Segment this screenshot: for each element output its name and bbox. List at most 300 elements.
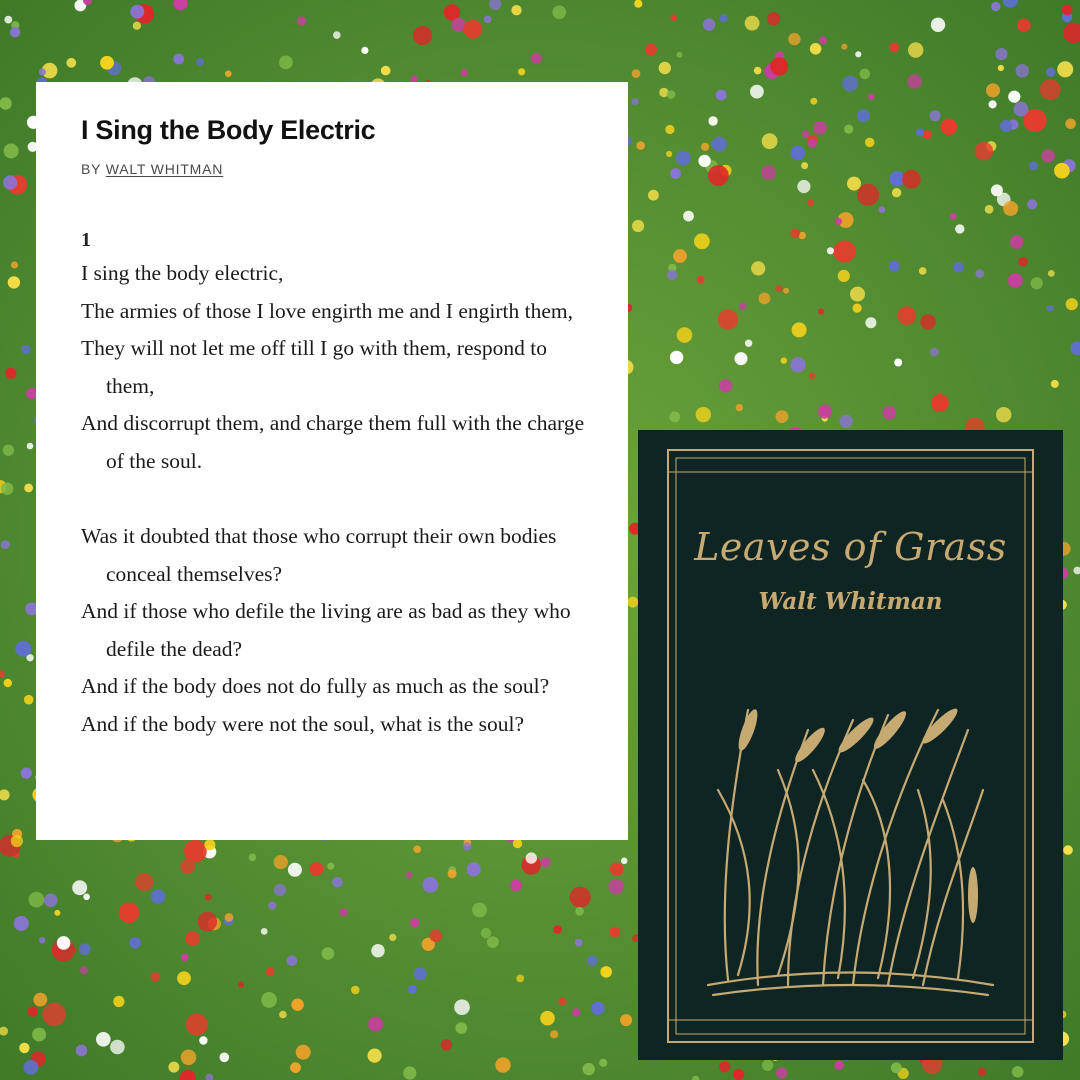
flower-blossom [24,484,33,493]
flower-blossom [677,52,683,58]
flower-blossom [665,125,674,134]
flower-blossom [636,141,645,150]
flower-blossom [1003,201,1018,216]
flower-blossom [847,177,861,191]
flower-blossom [701,143,709,151]
flower-blossom [735,352,748,365]
byline [81,161,586,177]
flower-blossom [33,993,47,1007]
flower-blossom [572,1008,580,1016]
flower-blossom [694,233,710,249]
flower-blossom [558,997,566,1005]
flower-blossom [526,852,537,863]
flower-blossom [818,405,832,419]
flower-blossom [708,116,717,125]
flower-blossom [667,270,677,280]
flower-blossom [834,240,856,262]
flower-blossom [840,415,853,428]
flower-blossom [916,128,924,136]
flower-blossom [448,869,457,878]
flower-blossom [454,999,470,1015]
flower-blossom [632,98,639,105]
flower-blossom [28,1006,38,1016]
flower-blossom [1014,102,1029,117]
stanza-2 [81,518,586,743]
flower-blossom [827,247,834,254]
flower-blossom [552,5,566,19]
flower-blossom [696,407,711,422]
flower-blossom [351,986,360,995]
flower-blossom [677,327,693,343]
flower-blossom [484,16,492,24]
flower-blossom [113,996,124,1007]
flower-blossom [587,956,598,967]
flower-blossom [204,839,215,850]
flower-blossom [865,138,875,148]
flower-blossom [181,1050,197,1066]
flower-blossom [268,901,276,909]
flower-blossom [3,175,17,189]
flower-blossom [986,83,1000,97]
flower-blossom [129,937,141,949]
flower-blossom [666,151,672,157]
flower-blossom [632,69,641,78]
flower-blossom [669,411,680,422]
flower-blossom [985,205,994,214]
flower-blossom [632,220,644,232]
flower-blossom [10,27,20,37]
flower-blossom [835,218,842,225]
flower-blossom [481,928,491,938]
flower-blossom [21,768,32,779]
flower-blossom [712,137,727,152]
flower-blossom [297,16,306,25]
flower-blossom [842,76,858,92]
flower-blossom [1066,298,1078,310]
flower-blossom [902,170,921,189]
flower-blossom [781,357,787,363]
flower-blossom [198,912,218,932]
flower-blossom [878,206,885,213]
flower-blossom [808,139,817,148]
flower-blossom [570,887,591,908]
flower-blossom [894,359,902,367]
poem-line: And if those who defile the living are as bad as they who defile the dead? [81,599,571,661]
flower-blossom [810,98,817,105]
flower-blossom [750,85,764,99]
flower-blossom [1018,257,1028,267]
flower-blossom [834,1061,843,1070]
flower-blossom [180,859,195,874]
flower-blossom [130,5,144,19]
flower-blossom [600,966,612,978]
flower-blossom [290,1062,301,1073]
flower-blossom [413,845,421,853]
flower-blossom [767,12,780,25]
flower-blossom [173,54,184,65]
flower-blossom [790,357,805,372]
flower-blossom [953,262,964,273]
poem-line: And if the body were not the soul, what is the soul? [81,711,525,736]
flower-blossom [487,936,499,948]
flower-blossom [759,293,771,305]
flower-blossom [119,902,140,923]
flower-blossom [327,863,334,870]
flower-blossom [467,862,481,876]
flower-blossom [4,679,12,687]
flower-blossom [792,322,807,337]
poem-line: And discorrupt them, and charge them full with the charge of the soul. [81,411,585,473]
flower-blossom [950,213,957,220]
flower-blossom [279,1011,287,1019]
flower-blossom [39,68,46,75]
flower-blossom [238,982,244,988]
flower-blossom [991,2,1000,11]
flower-blossom [4,144,19,159]
flower-blossom [703,18,715,30]
flower-blossom [676,151,691,166]
flower-blossom [279,56,293,70]
flower-blossom [1010,235,1024,249]
flower-blossom [797,180,810,193]
flower-blossom [1048,270,1055,277]
flower-blossom [274,855,288,869]
flower-blossom [368,1049,382,1063]
flower-blossom [220,1053,230,1063]
flower-blossom [802,130,810,138]
flower-blossom [857,109,870,122]
flower-blossom [332,877,343,888]
flower-blossom [1054,163,1070,179]
flower-blossom [27,443,34,450]
flower-blossom [609,927,620,938]
flower-blossom [54,910,60,916]
flower-blossom [1062,5,1073,16]
flower-blossom [66,58,76,68]
flower-blossom [540,1011,555,1026]
flower-blossom [21,345,31,355]
flower-blossom [310,862,324,876]
poem-line: And if the body does not do fully as much as the soul? [81,674,550,698]
flower-blossom [853,304,862,313]
flower-blossom [225,913,234,922]
flower-blossom [1051,380,1059,388]
flower-blossom [1008,273,1023,288]
flower-blossom [919,267,927,275]
flower-blossom [1,482,14,495]
flower-blossom [461,69,468,76]
flower-blossom [683,211,694,222]
flower-blossom [776,410,789,423]
poem-line: I sing the body electric, [81,261,284,285]
flower-blossom [670,168,681,179]
flower-blossom [553,925,562,934]
flower-blossom [199,1036,207,1044]
flower-blossom [716,90,727,101]
flower-blossom [371,944,384,957]
flower-blossom [754,67,762,75]
flower-blossom [610,862,624,876]
byline-prefix: BY [81,161,102,177]
flower-blossom [733,1069,744,1080]
flower-blossom [464,20,483,39]
flower-blossom [186,1014,208,1036]
flower-blossom [205,894,212,901]
flower-blossom [472,903,487,918]
flower-blossom [1046,68,1055,77]
flower-blossom [745,16,760,31]
flower-blossom [1041,149,1055,163]
flower-blossom [620,1014,632,1026]
flower-blossom [907,74,922,89]
flower-blossom [32,1028,46,1042]
book-author: Walt Whitman [758,588,943,615]
flower-blossom [978,1068,987,1077]
flower-blossom [1040,79,1061,100]
flower-blossom [381,66,391,76]
flower-blossom [135,873,153,891]
flower-blossom [591,1002,604,1015]
flower-blossom [1029,161,1038,170]
flower-blossom [177,971,191,985]
book-title: Leaves of Grass [694,525,1007,569]
flower-blossom [3,445,14,456]
flower-blossom [1031,277,1043,289]
flower-blossom [516,975,524,983]
flower-blossom [931,18,945,32]
book-cover [638,430,1063,1060]
flower-blossom [24,695,34,705]
flower-blossom [883,406,897,420]
flower-blossom [133,22,141,30]
flower-blossom [1047,305,1054,312]
flower-blossom [850,287,865,302]
flower-blossom [333,31,341,39]
flower-blossom [511,5,521,15]
flower-blossom [15,641,31,657]
flower-blossom [736,404,743,411]
flower-blossom [645,44,657,56]
flower-blossom [855,51,861,57]
poem-title: I Sing the Body Electric [81,115,376,145]
flower-blossom [776,1067,787,1078]
flower-blossom [79,943,91,955]
flower-blossom [891,1062,902,1073]
flower-blossom [410,918,419,927]
poem-line: They will not let me off till I go with them, respond to them, [81,336,547,398]
flower-blossom [430,930,442,942]
flower-blossom [627,597,638,608]
flower-blossom [718,309,738,329]
flower-blossom [406,872,413,879]
flower-blossom [998,65,1004,71]
flower-blossom [266,968,275,977]
flower-blossom [860,69,871,80]
flower-blossom [225,70,232,77]
flower-blossom [783,288,789,294]
flower-blossom [408,985,417,994]
flower-blossom [791,146,806,161]
flower-blossom [100,56,114,70]
flower-blossom [720,14,728,22]
flower-blossom [83,894,90,901]
flower-blossom [151,889,166,904]
flower-blossom [5,368,16,379]
flower-blossom [819,36,827,44]
flower-blossom [670,351,683,364]
flower-blossom [1017,19,1031,33]
flower-blossom [288,863,302,877]
flower-blossom [339,908,347,916]
flower-blossom [931,394,949,412]
flower-blossom [810,43,822,55]
flower-blossom [181,954,189,962]
flower-blossom [898,306,917,325]
flower-blossom [249,854,257,862]
flower-blossom [510,880,522,892]
flower-blossom [751,261,765,275]
flower-blossom [495,1057,510,1072]
flower-blossom [168,1062,179,1073]
flower-blossom [57,936,71,950]
wheat-illustration [708,710,993,995]
flower-blossom [414,967,427,980]
flower-blossom [96,1032,111,1047]
flower-blossom [1016,64,1030,78]
flower-blossom [975,269,984,278]
flower-blossom [1000,120,1012,132]
flower-blossom [4,16,12,24]
flower-blossom [575,907,584,916]
flower-blossom [995,48,1007,60]
flower-blossom [673,249,687,263]
flower-blossom [807,199,814,206]
flower-blossom [1063,845,1073,855]
flower-blossom [518,68,525,75]
flower-blossom [463,842,472,851]
flower-blossom [776,285,783,292]
flower-blossom [667,90,676,99]
flower-blossom [697,276,705,284]
flower-blossom [44,894,58,908]
flower-blossom [14,916,29,931]
flower-blossom [790,229,800,239]
flower-blossom [809,373,815,379]
flower-blossom [719,1061,730,1072]
flower-blossom [889,42,899,52]
flower-blossom [975,142,994,161]
flower-blossom [185,931,200,946]
flower-blossom [550,1030,558,1038]
flower-blossom [739,302,747,310]
flower-blossom [989,100,997,108]
flower-blossom [8,276,20,288]
flower-blossom [745,340,752,347]
flower-blossom [261,928,268,935]
flower-blossom [762,133,778,149]
flower-blossom [818,308,824,314]
flower-blossom [287,955,298,966]
flower-blossom [1057,61,1073,77]
flower-blossom [955,224,964,233]
flower-blossom [531,53,542,64]
poem-card [36,82,628,840]
flower-blossom [788,33,800,45]
flower-blossom [770,57,788,75]
flower-blossom [575,939,583,947]
flower-blossom [621,858,628,865]
flower-blossom [76,1045,88,1057]
flower-blossom [941,119,958,136]
flower-blossom [274,884,286,896]
flower-blossom [719,379,732,392]
flower-blossom [80,966,88,974]
flower-blossom [261,992,277,1008]
flower-blossom [413,26,432,45]
flower-blossom [761,165,776,180]
flower-blossom [361,47,368,54]
flower-blossom [368,1017,383,1032]
flower-blossom [599,1059,607,1067]
flower-blossom [930,348,939,357]
flower-blossom [920,314,936,330]
flower-blossom [24,1060,39,1075]
section-number: 1 [81,229,91,251]
flower-blossom [670,14,677,21]
flower-blossom [322,947,335,960]
flower-blossom [196,58,204,66]
flower-blossom [19,1043,29,1053]
flower-blossom [441,1039,453,1051]
flower-blossom [868,94,874,100]
flower-blossom [455,1022,467,1034]
stanza-1 [81,255,586,480]
flower-blossom [1027,199,1037,209]
flower-blossom [42,1003,65,1026]
flower-blossom [110,1040,125,1055]
flower-blossom [72,880,87,895]
author-link[interactable]: WALT WHITMAN [105,161,224,177]
flower-blossom [403,1066,416,1079]
flower-blossom [609,879,624,894]
flower-blossom [659,62,671,74]
flower-blossom [648,190,659,201]
flower-blossom [996,407,1011,422]
flower-blossom [583,1063,595,1075]
flower-blossom [29,892,45,908]
flower-blossom [422,877,438,893]
flower-blossom [844,125,853,134]
flower-blossom [841,44,847,50]
flower-blossom [708,165,729,186]
flower-blossom [865,317,876,328]
flower-blossom [813,121,827,135]
flower-blossom [892,188,901,197]
poem-text [81,255,586,743]
flower-blossom [857,184,879,206]
flower-blossom [11,835,23,847]
flower-blossom [389,934,396,941]
flower-blossom [540,857,550,867]
flower-blossom [1,540,10,549]
poem-line: The armies of those I love engirth me and I engirth them, [81,298,573,323]
flower-blossom [838,270,850,282]
flower-blossom [151,972,161,982]
flower-blossom [801,162,808,169]
flower-blossom [698,155,710,167]
flower-blossom [991,184,1003,196]
flower-blossom [930,110,941,121]
